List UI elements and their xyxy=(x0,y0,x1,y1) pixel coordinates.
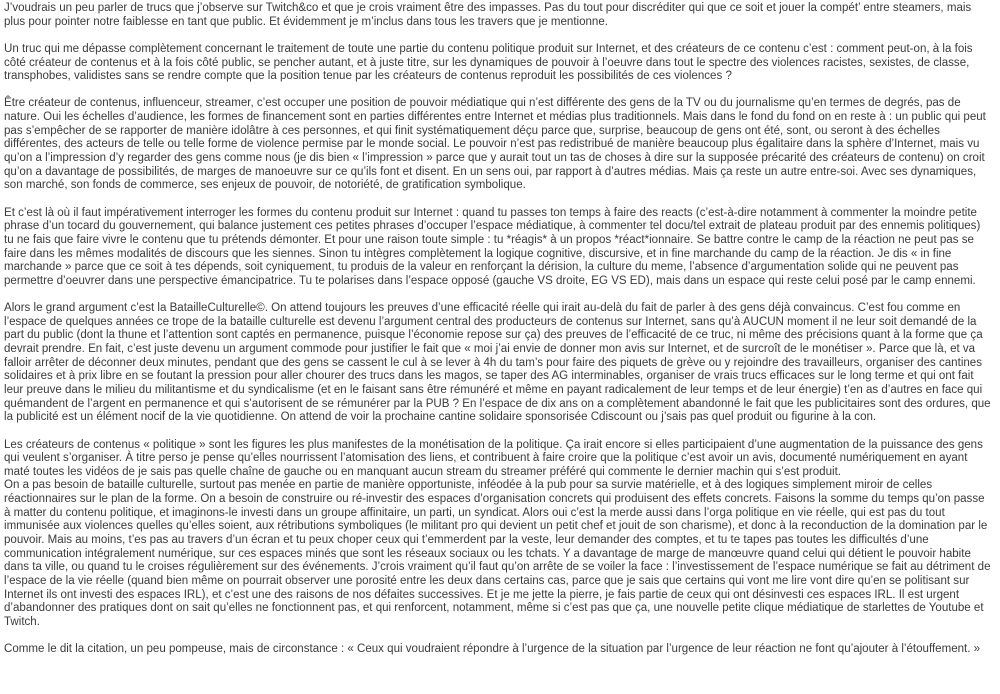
paragraph-gap xyxy=(4,629,998,643)
text-line: J’voudrais un peu parler de trucs que j’observe sur Twitch&co et que je crois vraiment être des impasses. Pas du tout pour discréditer qui que ce soit et jouer la compét’ entre steamers, mais xyxy=(4,2,972,14)
paragraph-gap xyxy=(4,425,998,439)
paragraph-intro xyxy=(4,2,998,29)
text-line: falloir arrêter de déconner deux minutes, pendant que des gens se cassent le cul à se lever à 4h du tam’s pour faire des piquets de grève ou y rejoindre des travailleurs, organiser des cantines xyxy=(4,356,982,369)
text-line: à matter du contenu politique, et imaginons-le investi dans un groupe affinitaire, un parti, un syndicat. Alors oui c’est la merde aussi dans l’orga politique en vie réelle, qui est pas du tout xyxy=(4,506,945,519)
text-line: qui veulent s’organiser. À titre perso je pense qu’elles nourrissent l’atomisation des liens, et contribuent à faire croire que la politique c’est avoir un avis, documenté numériquement en ayant xyxy=(4,452,968,465)
text-line: immunisée aux violences quelles qu’elles soient, aux rétributions symboliques (le militant pro qui devient un petit chef et jouit de son charisme), et donc à la reconduction de la domination par le xyxy=(4,520,988,533)
text-line: la publicité est un élément nocif de la vie quotidienne. On attend de voir la prochaine cantine solidaire sponsorisée Cdiscount ou j’sais pas quel produit ou figurine à la con. xyxy=(4,411,877,424)
text-line: maté toutes les vidéos de je sais pas quelle chaîne de gauche ou en manquant aucun stream du streamer préféré qui commente le dernier machin qui s’est produit. xyxy=(4,465,841,478)
text-line: qu’on a l’impression d’y regarder des gens comme nous (je dis bien « l’impression » parce que y aurait tout un tas de choses à dire sur la supposée précarité des créateurs de contenu) on croit xyxy=(4,152,985,165)
paragraph-citation xyxy=(4,643,998,657)
text-line: d’abandonner des pratiques dont on sait qu’elles ne fonctionnent pas, et qui renforcent, notamment, même si c’est pas que ça, une nouvelle petite clique médiatique de starlettes de Youtube et xyxy=(4,602,984,615)
text-line: Alors le grand argument c’est la BatailleCulturelle©. On attend toujours les preuves d’une efficacité réelle qui irait au-delà du fait de parler à des gens déjà convaincus. C’est fou comme en xyxy=(4,302,961,315)
text-line: pouvoir. Mais au moins, t’es pas au travers d’un écran et tu peux choper ceux qui t’emmerdent par la veste, leur demander des comptes, et tu te tapes pas toutes les difficultés d’une xyxy=(4,533,929,546)
paragraph-monetisation xyxy=(4,439,998,630)
paragraph-gap xyxy=(4,29,998,43)
text-line: qu’on a davantage de possibilités, de marges de manoeuvre sur ce qu’ils font et disent. En un sens oui, par rapport à d’autres médias. Mais ça reste un autre entre-soi. Avec ses dynamiques, xyxy=(4,165,977,178)
text-line: On a pas besoin de bataille culturelle, surtout pas menée en partie de manière opportuniste, inféodée à la pub pour sa survie matérielle, et à des logiques simplement miroir de celles xyxy=(4,479,933,492)
text-line: communication intégralement numérique, sur ces espaces minés que sont les réseaux sociaux ou les tchats. Y a davantage de marge de manœuvre quand celui qui détient le pouvoir habite xyxy=(4,547,971,560)
text-line: réactionnaires sur le plan de la forme. On a besoin de construire ou ré-investir des espaces d’organisation concrets qui produisent des effets concrets. Faisons la somme du temps qu’on passe xyxy=(4,493,985,506)
paragraph-gap xyxy=(4,288,998,302)
paragraph-reacts xyxy=(4,207,998,289)
text-line: permettre d’oeuvrer dans une perspective émancipatrice. Tu te polarises dans l’espace opposé (gauche VS droite, EG VS ED), mais dans un espace qui reste celui posé par le camp ennemi. xyxy=(4,274,976,287)
text-line: faire dans les mêmes modalités de discours que les siennes. Sinon tu intègres complètement la logique cognitive, discursive, et in fine marchande du camp de la réaction. Je dis « in fine xyxy=(4,247,952,260)
text-line: quémandent de l’argent en permanence et qui s’autorisent de se rémunérer par la PUB ? En l’espace de dix ans on a complètement abandonné le fait que les publicitaires sont des ordures, que xyxy=(4,397,991,410)
text-line: Internet ils ont investi des espaces IRL), et c’est une des raisons de nos défaites successives. Et je me jette la pierre, je fais partie de ceux qui ont désinvesti ces espaces IRL. Il est urgent xyxy=(4,588,960,601)
text-line: Un truc qui me dépasse complètement concernant le traitement de toute une partie du contenu politique produit sur Internet, et des créateurs de ce contenu c’est : comment peut-on, à la fois xyxy=(4,42,973,55)
text-line: solidaires et à prix libre en se foutant la pression pour aller chourer des trucs dans les magos, se taper des AG interminables, organiser de vrais trucs efficaces sur le long terme et qui ont fait xyxy=(4,370,974,383)
text-line: phrase d’un tocard du gouvernement, qui balance justement ces petites phrases d’occuper l’espace médiatique, à commenter tel docu/tel extrait de plateau produit par des ennemis politiques) xyxy=(4,220,981,233)
text-line: différentes, des acteurs de telle ou telle forme de violence permise par le monde social. Le pouvoir n’est pas redistribué de manière beaucoup plus égalitaire dans la sphère d’Internet, mais vu xyxy=(4,138,980,151)
paragraph-dynamics-of-power xyxy=(4,43,998,84)
text-line: son marché, son fonds de commerce, ses enjeux de pouvoir, de notoriété, de gratification symbolique. xyxy=(4,179,526,192)
text-line: devrait prendre. En fait, c’est juste devenu un argument commode pour justifier le fait que « moi j’ai envie de donner mon avis sur Internet, et de surcroît de le monétiser ». Parce que là, et va xyxy=(4,343,976,356)
paragraph-content-creator-power xyxy=(4,97,998,192)
text-line: part du public (dont la thune et l’attention sont captés en permanence, puisque l’économie repose sur ça) des preuves de l’efficacité de ce truc, ni même des précisions quant à la forme que ça xyxy=(4,329,983,342)
text-line: plus pour pointer notre faiblesse en tant que public. Et évidemment je m’inclus dans tous les travers que je mentionne. xyxy=(4,15,608,28)
text-line: l’espace de la vie réelle (quand bien même on pourrait observer une porosité entre les deux dans certains cas, parce que je sais que certains qui vont me lire vont dire qu’en se politisant sur xyxy=(4,574,970,587)
text-line: nature. Oui les échelles d’audience, les formes de financement sont en parties différentes entre Internet et médias plus traditionnels. Mais dans le fond du fond on en reste à : un public qui peut xyxy=(4,111,986,124)
text-line: Les créateurs de contenus « politique » sont les figures les plus manifestes de la monétisation de la politique. Ça irait encore si elles participaient d’une augmentation de la puissance des gens xyxy=(4,438,983,451)
text-line: Twitch. xyxy=(4,615,40,628)
text-line: transphobes, validistes sans se rendre compte que la position tenue par les créateurs de contenus reproduit les possibilités de ces violences ? xyxy=(4,70,732,83)
text-line: tu ne fais que faire vivre le contenu que tu prétends démonter. Et pour une raison toute simple : tu *réagis* à un propos *réact*ionnaire. Se battre contre le camp de la réaction ne peut pas se xyxy=(4,233,974,246)
paragraph-gap xyxy=(4,193,998,207)
text-line: leur preuve dans le milieu du militantisme et du syndicalisme (et en le faisant sans être rémunéré et même en payant radicalement de leur temps et de leur énergie) t’en as d’autres en face qui xyxy=(4,383,983,396)
text-line: Comme le dit la citation, un peu pompeuse, mais de circonstance : « Ceux qui voudraient répondre à l’urgence de la situation par l’urgence de leur réaction ne font qu’ajouter à l’étouffement. » xyxy=(4,643,981,656)
text-line: côté créateur de contenus et à la fois côté public, se pencher autant, et à juste titre, sur les dynamiques de pouvoir à l’oeuvre dans tout le spectre des violences racistes, sexistes, de classe, xyxy=(4,56,970,69)
paragraph-gap xyxy=(4,84,998,98)
text-line: l’espace de quelques années ce trope de la bataille culturelle est devenu l’argument central des producteurs de contenus sur Internet, sans qu’à AUCUN moment il ne leur soit demandé de la xyxy=(4,315,977,328)
document-body[interactable] xyxy=(4,2,998,657)
text-line: marchande » parce que ce soit à tes dépends, soit cyniquement, tu produis de la valeur en renforçant la dérision, la culture du meme, l’absence d’argumentation solide qui ne peuvent pas xyxy=(4,261,959,274)
text-line: dans ta ville, ou quand tu le croises régulièrement sur des événements. J’crois vraiment qu’il faut qu’on arrête de se voiler la face : l’investissement de l’espace numérique se fait au détriment de xyxy=(4,561,991,574)
text-line: pas s’empêcher de se rapporter de manière idolâtre à ces personnes, et qui finit systématiquement déçu parce que, surprise, beaucoup de gens ont été, sont, ou seront à des échelles xyxy=(4,124,940,137)
paragraph-bataille-culturelle xyxy=(4,302,998,425)
text-line: Et c’est là où il faut impérativement interroger les formes du contenu produit sur Internet : quand tu passes ton temps à faire des reacts (c’est-à-dire notamment à commenter la moindre petite xyxy=(4,206,977,219)
text-line: Être créateur de contenus, influenceur, streamer, c’est occuper une position de pouvoir médiatique qui n’est différente des gens de la TV ou du journalisme qu’en termes de degrés, pas de xyxy=(4,97,961,110)
